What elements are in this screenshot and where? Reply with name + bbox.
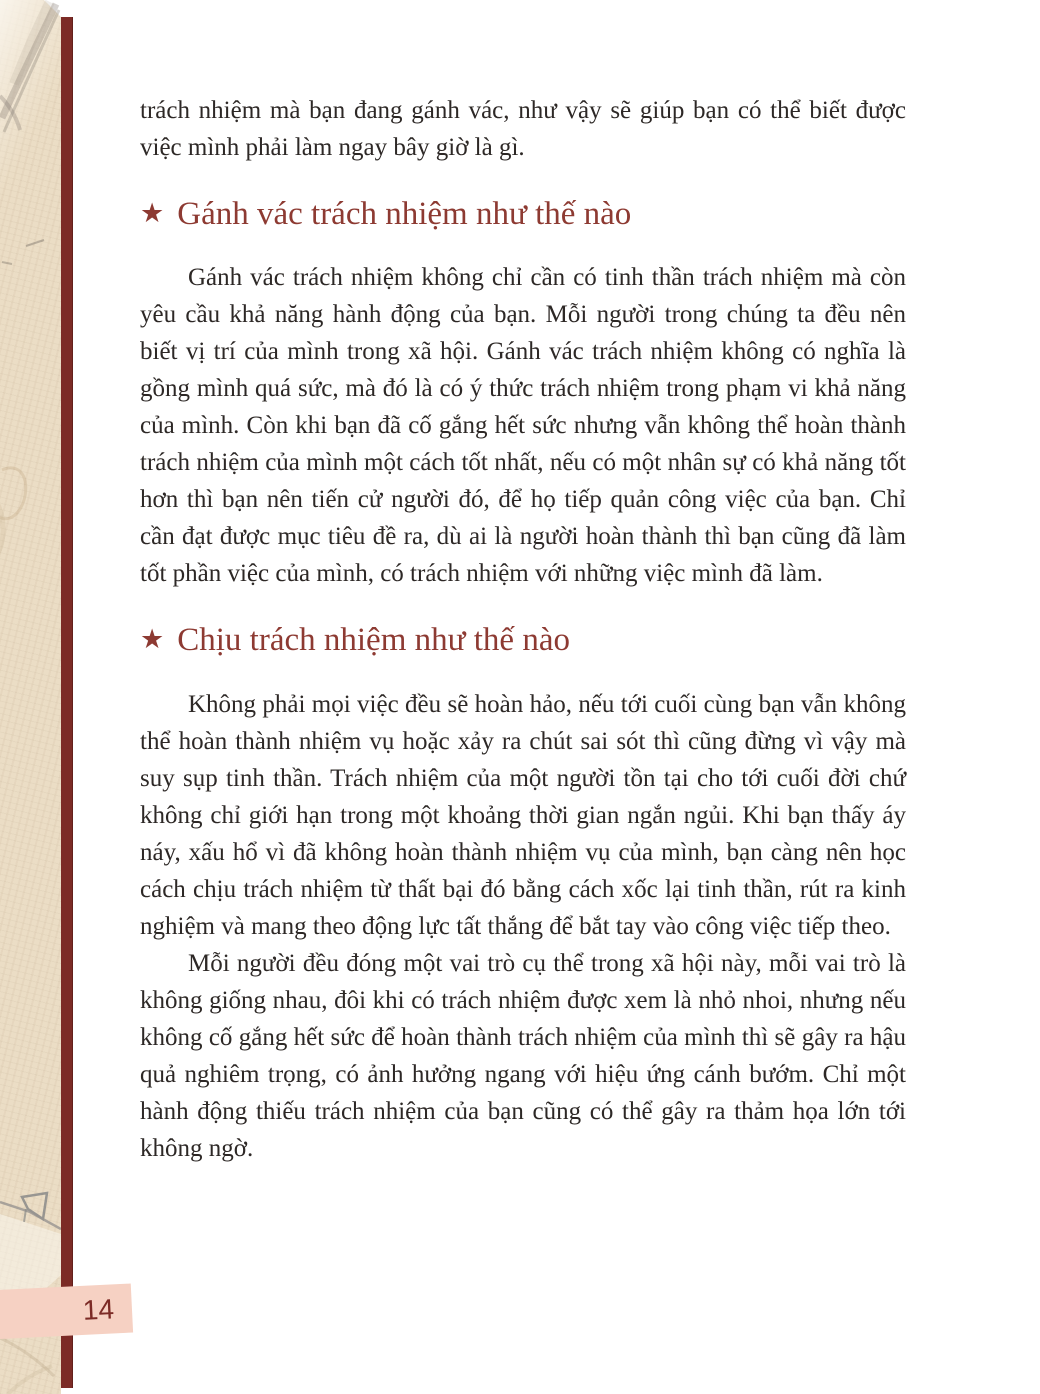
section-heading-2	[140, 620, 906, 661]
star-icon: ★	[140, 198, 165, 228]
body-paragraph: Mỗi người đều đóng một vai trò cụ thể trong xã hội này, mỗi vai trò là không giống nhau, đôi khi có trách nhiệm được xem là nhỏ nhoi, nhưng nếu không cố gắng hết sức để hoàn thành trách nhiệm của mình thì sẽ gây ra hậu quả nghiêm trọng, có ảnh hưởng ngang với hiệu ứng cánh bướm. Chỉ một hành động thiếu trách nhiệm của bạn cũng có thể gây ra thảm họa lớn tới không ngờ.	[140, 949, 906, 1162]
left-margin-texture	[0, 0, 61, 1394]
body-paragraph: Không phải mọi việc đều sẽ hoàn hảo, nếu tới cuối cùng bạn vẫn không thể hoàn thành nhiệm vụ hoặc xảy ra chút sai sót thì cũng đừng vì vậy mà suy sụp tinh thần. Trách nhiệm của một người tồn tại cho tới cuối đời chứ không chỉ giới hạn trong một khoảng thời gian ngắn ngủi. Khi bạn thấy áy náy, xấu hổ vì đã không hoàn thành nhiệm vụ của mình, bạn càng nên học cách chịu trách nhiệm từ thất bại đó bằng cách xốc lại tinh thần, rút ra kinh nghiệm và mang theo động lực tất thắng để bắt tay vào công việc tiếp theo.	[140, 690, 906, 940]
left-accent-bar	[61, 17, 73, 1388]
page-number: 14	[82, 1292, 115, 1326]
star-icon: ★	[140, 624, 165, 655]
section-heading-2-text: Chịu trách nhiệm như thế nào	[177, 622, 570, 659]
pencil-sketch-decoration	[0, 0, 61, 1394]
page-content	[140, 92, 906, 1167]
body-paragraph: Gánh vác trách nhiệm không chỉ cần có tinh thần trách nhiệm mà còn yêu cầu khả năng hành động của bạn. Mỗi người trong chúng ta đều nên biết vị trí của mình trong xã hội. Gánh vác trách nhiệm không có nghĩa là gồng mình quá sức, mà đó là có ý thức trách nhiệm trong phạm vi khả năng của mình. Còn khi bạn đã cố gắng hết sức nhưng vẫn không thể hoàn thành trách nhiệm của mình một cách tốt nhất, nếu có một nhân sự có khả năng tốt hơn thì bạn nên tiến cử người đó, để họ tiếp quản công việc của bạn. Chỉ cần đạt được mục tiêu đề ra, dù ai là người hoàn thành thì bạn cũng đã làm tốt phần việc của mình, có trách nhiệm với những việc mình đã làm.	[140, 264, 906, 588]
page-number-badge	[0, 1284, 133, 1340]
section-heading-1-text: Gánh vác trách nhiệm như thế nào	[177, 196, 632, 232]
intro-paragraph: trách nhiệm mà bạn đang gánh vác, như vậy sẽ giúp bạn có thể biết được việc mình phải làm ngay bây giờ là gì.	[140, 97, 906, 161]
section-heading-1	[140, 194, 906, 235]
